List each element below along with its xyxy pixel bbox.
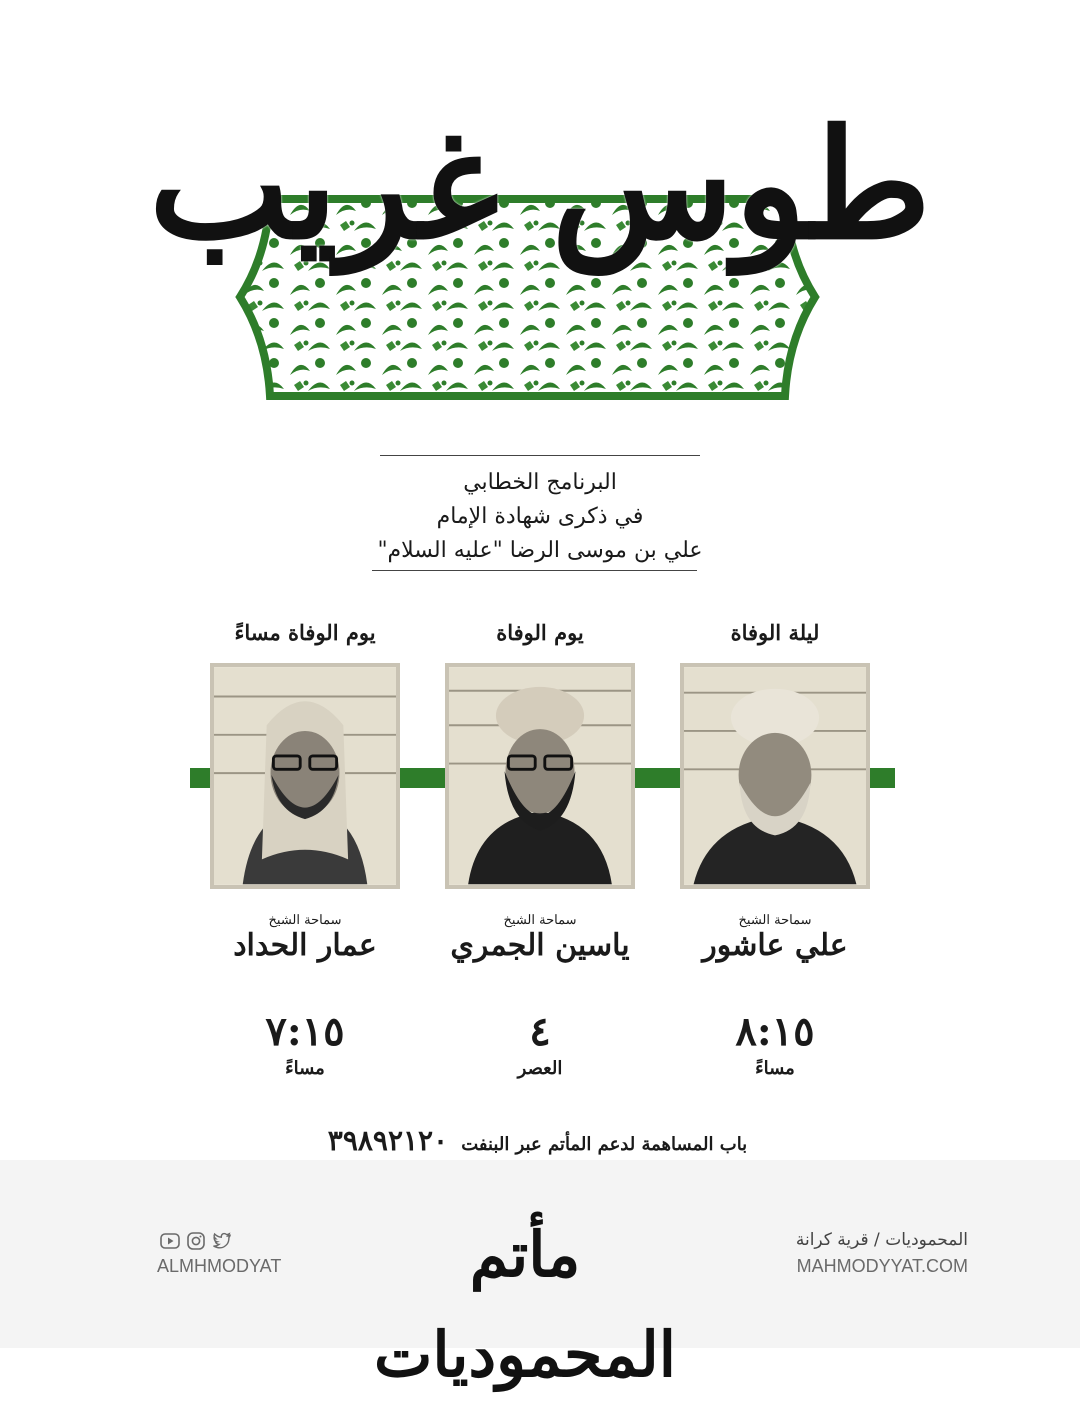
twitter-icon[interactable] xyxy=(212,1232,232,1250)
session-time-note: مساءً xyxy=(285,1058,325,1079)
social-handle[interactable]: ALMHMODYAT xyxy=(157,1256,282,1276)
website-link[interactable]: MAHMODYYAT.COM xyxy=(796,1256,968,1276)
sheikh-name: ياسين الجمري xyxy=(450,928,630,963)
session-time-note: العصر xyxy=(517,1058,563,1079)
social-icons xyxy=(160,1232,232,1250)
sheikh-name: علي عاشور xyxy=(702,928,848,963)
session-time-note: مساءً xyxy=(755,1058,795,1079)
instagram-icon[interactable] xyxy=(186,1232,206,1250)
session-time: ٨:١٥ xyxy=(735,1008,815,1055)
brand-logo: مأتم المحموديات xyxy=(374,1218,676,1391)
speaker-card-center xyxy=(445,615,635,1079)
youtube-icon[interactable] xyxy=(160,1232,180,1250)
speaker-portrait xyxy=(445,663,635,889)
speaker-portrait xyxy=(210,663,400,889)
speaker-portrait xyxy=(680,663,870,889)
program-title: طوس غريب xyxy=(148,97,932,273)
portrait-illustration xyxy=(684,667,866,885)
subtitle xyxy=(330,466,750,568)
honorific: سماحة الشيخ xyxy=(738,913,812,928)
subtitle-bottom-rule xyxy=(372,570,697,571)
honorific: سماحة الشيخ xyxy=(268,913,342,928)
donation-label: باب المساهمة لدعم المأتم عبر البنفت xyxy=(461,1134,748,1155)
subtitle-line: علي بن موسى الرضا "عليه السلام" xyxy=(377,538,703,563)
subtitle-line: في ذكرى شهادة الإمام xyxy=(436,504,644,529)
location-text: المحموديات / قرية كرانة xyxy=(795,1230,968,1250)
session-time: ٧:١٥ xyxy=(265,1008,345,1055)
portrait-illustration xyxy=(449,667,631,885)
speaker-card-right xyxy=(680,615,870,1079)
subtitle-line: البرنامج الخطابي xyxy=(463,470,617,495)
day-label: يوم الوفاة مساءً xyxy=(234,620,376,645)
subtitle-top-rule xyxy=(380,455,700,456)
sheikh-name: عمار الحداد xyxy=(233,928,377,963)
session-time: ٤ xyxy=(529,1008,551,1055)
honorific: سماحة الشيخ xyxy=(503,913,577,928)
day-label: ليلة الوفاة xyxy=(730,620,820,645)
day-label: يوم الوفاة xyxy=(496,620,584,645)
donation-number: ٣٩٨٩٢١٢٠ xyxy=(327,1124,449,1157)
portrait-illustration xyxy=(214,667,396,885)
donation-line xyxy=(265,1124,810,1162)
speaker-card-left xyxy=(210,615,400,1079)
